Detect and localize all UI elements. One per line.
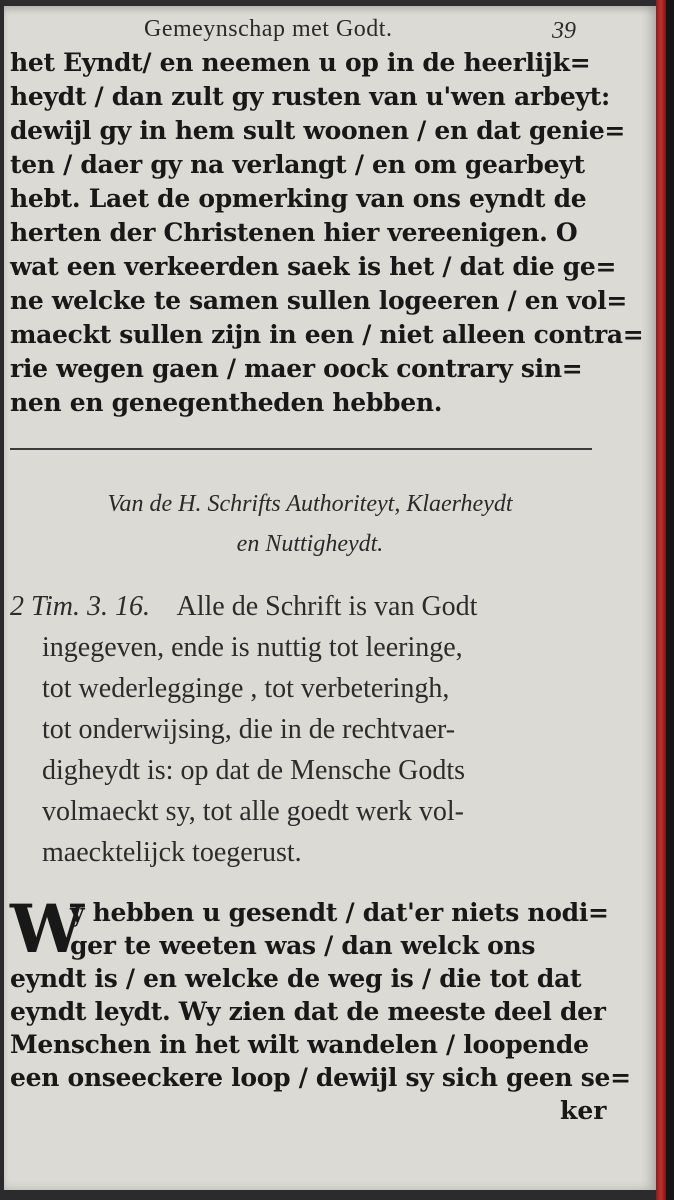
page-number: 39 <box>552 18 576 44</box>
text-line: ger te weeten was / dan welck ons <box>70 931 536 960</box>
book-edge-red <box>656 0 666 1200</box>
quote-line: maeckteliјck toegerust. <box>42 837 302 868</box>
top-paragraph <box>10 46 644 420</box>
text-line: hebt. Laet de opmerking van ons eyndt de <box>10 184 587 213</box>
section-heading-line: Van de H. Schrifts Authoriteyt, Klaerheydt <box>107 491 513 517</box>
quote-first-line <box>10 586 610 627</box>
text-line: maeckt sullen zijn in een / niet alleen contra= <box>10 320 644 349</box>
quote-line: tot onderwijsing, die in de rechtvaer- <box>42 714 456 745</box>
text-line: eyndt leydt. Wy zien dat de meeste deel der <box>10 997 606 1026</box>
book-page <box>4 6 656 1190</box>
quote-line: tot wederleggingе , tot verbeteringh, <box>42 673 450 704</box>
scripture-reference: 2 Tim. 3. 16. <box>10 591 151 622</box>
catchword: ker <box>560 1096 607 1125</box>
text-line: ne welcke te samen sullen logeeren / en vol= <box>10 286 628 315</box>
quote-text: Alle de Schrift is van Godt <box>176 591 478 622</box>
drop-cap: W <box>10 890 85 968</box>
book-edge-dark <box>666 0 674 1200</box>
section-divider <box>10 448 592 450</box>
running-head: Gemeynschap met Godt. <box>144 16 393 42</box>
text-line: Menschen in het wilt wandelen / loopende <box>10 1030 589 1059</box>
text-line: dewijl gy in hem sult woonen / en dat genie= <box>10 116 626 145</box>
quote-line: volmaeckt sy, tot alle goedt werk vol- <box>42 796 464 827</box>
text-line: herten der Christenen hier vereenigen. O <box>10 218 578 247</box>
section-heading <box>10 484 610 564</box>
text-line: y hebben u gesendt / dat'er niets nodi= <box>70 898 609 927</box>
quote-line: ingegeven, ende is nuttig tot leeringe, <box>42 632 463 663</box>
page-header <box>4 14 656 48</box>
section-heading-line: en Nuttigheydt. <box>236 531 384 557</box>
text-line: eyndt is / en welcke de weg is / die tot dat <box>10 964 582 993</box>
text-line: wat een verkeerden saek is het / dat die ge= <box>10 252 617 281</box>
text-line: het Eyndt/ en neemen u op in de heerlijk= <box>10 48 591 77</box>
text-line: een onseeckere loop / dewijl sy sich geen se= <box>10 1063 631 1092</box>
scripture-quote <box>10 586 610 873</box>
text-line: heydt / dan zult gy rusten van u'wen arbeyt: <box>10 82 610 111</box>
text-line: nen en genegentheden hebben. <box>10 388 443 417</box>
bottom-paragraph <box>10 890 631 1094</box>
quote-line: digheydt is: op dat de Mensche Godts <box>42 755 466 786</box>
text-line: rie wegen gaen / maer oock contrary sin= <box>10 354 583 383</box>
text-line: ten / daer gy na verlangt / en om gearbeyt <box>10 150 585 179</box>
